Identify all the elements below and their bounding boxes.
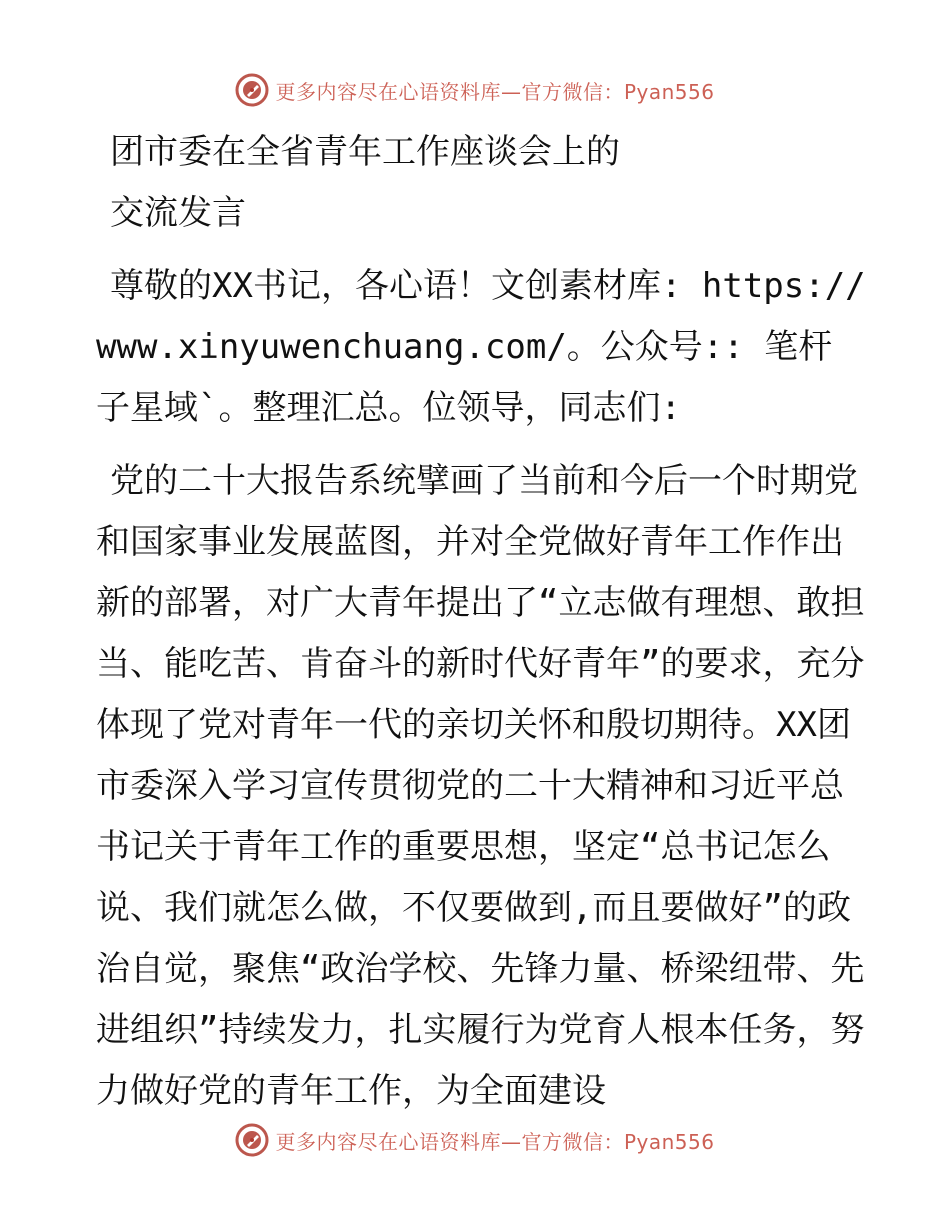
body-paragraph: 党的二十大报告系统擘画了当前和今后一个时期党和国家事业发展蓝图，并对全党做好青年工作作出新的部署，对广大青年提出了“立志做有理想、敢担当、能吃苦、肯奋斗的新时代好青年”的要求，充分体现了党对青年一代的亲切关怀和殷切期待。XX团市委深入学习宣传贯彻党的二十大精神和习近平总书记关于青年工作的重要思想，坚定“总书记怎么说、我们就怎么做，不仅要做到,而且要做好”的政治自觉，聚焦“政治学校、先锋力量、桥梁纽带、先进组织”持续发力，扎实履行为党育人根本任务，努力做好党的青年工作，为全面建设	[96, 461, 865, 1111]
pen-nib-seal-icon	[235, 73, 269, 107]
document-body	[96, 122, 866, 1122]
pen-nib-seal-icon	[235, 1123, 269, 1157]
watermark-text: 更多内容尽在心语资料库—官方微信：Pyan556	[275, 79, 715, 104]
watermark-banner-top	[0, 70, 950, 110]
document-title-line-1: 团市委在全省青年工作座谈会上的	[110, 132, 620, 172]
watermark-banner-bottom	[0, 1120, 950, 1160]
document-title-line-2: 交流发言	[110, 193, 246, 233]
salutation-paragraph: 尊敬的XX书记，各心语！文创素材库: https://www.xinyuwenchuang.com/。公众号:: 笔杆子星域`。整理汇总。位领导，同志们:	[96, 266, 866, 428]
watermark-text: 更多内容尽在心语资料库—官方微信：Pyan556	[275, 1129, 715, 1154]
